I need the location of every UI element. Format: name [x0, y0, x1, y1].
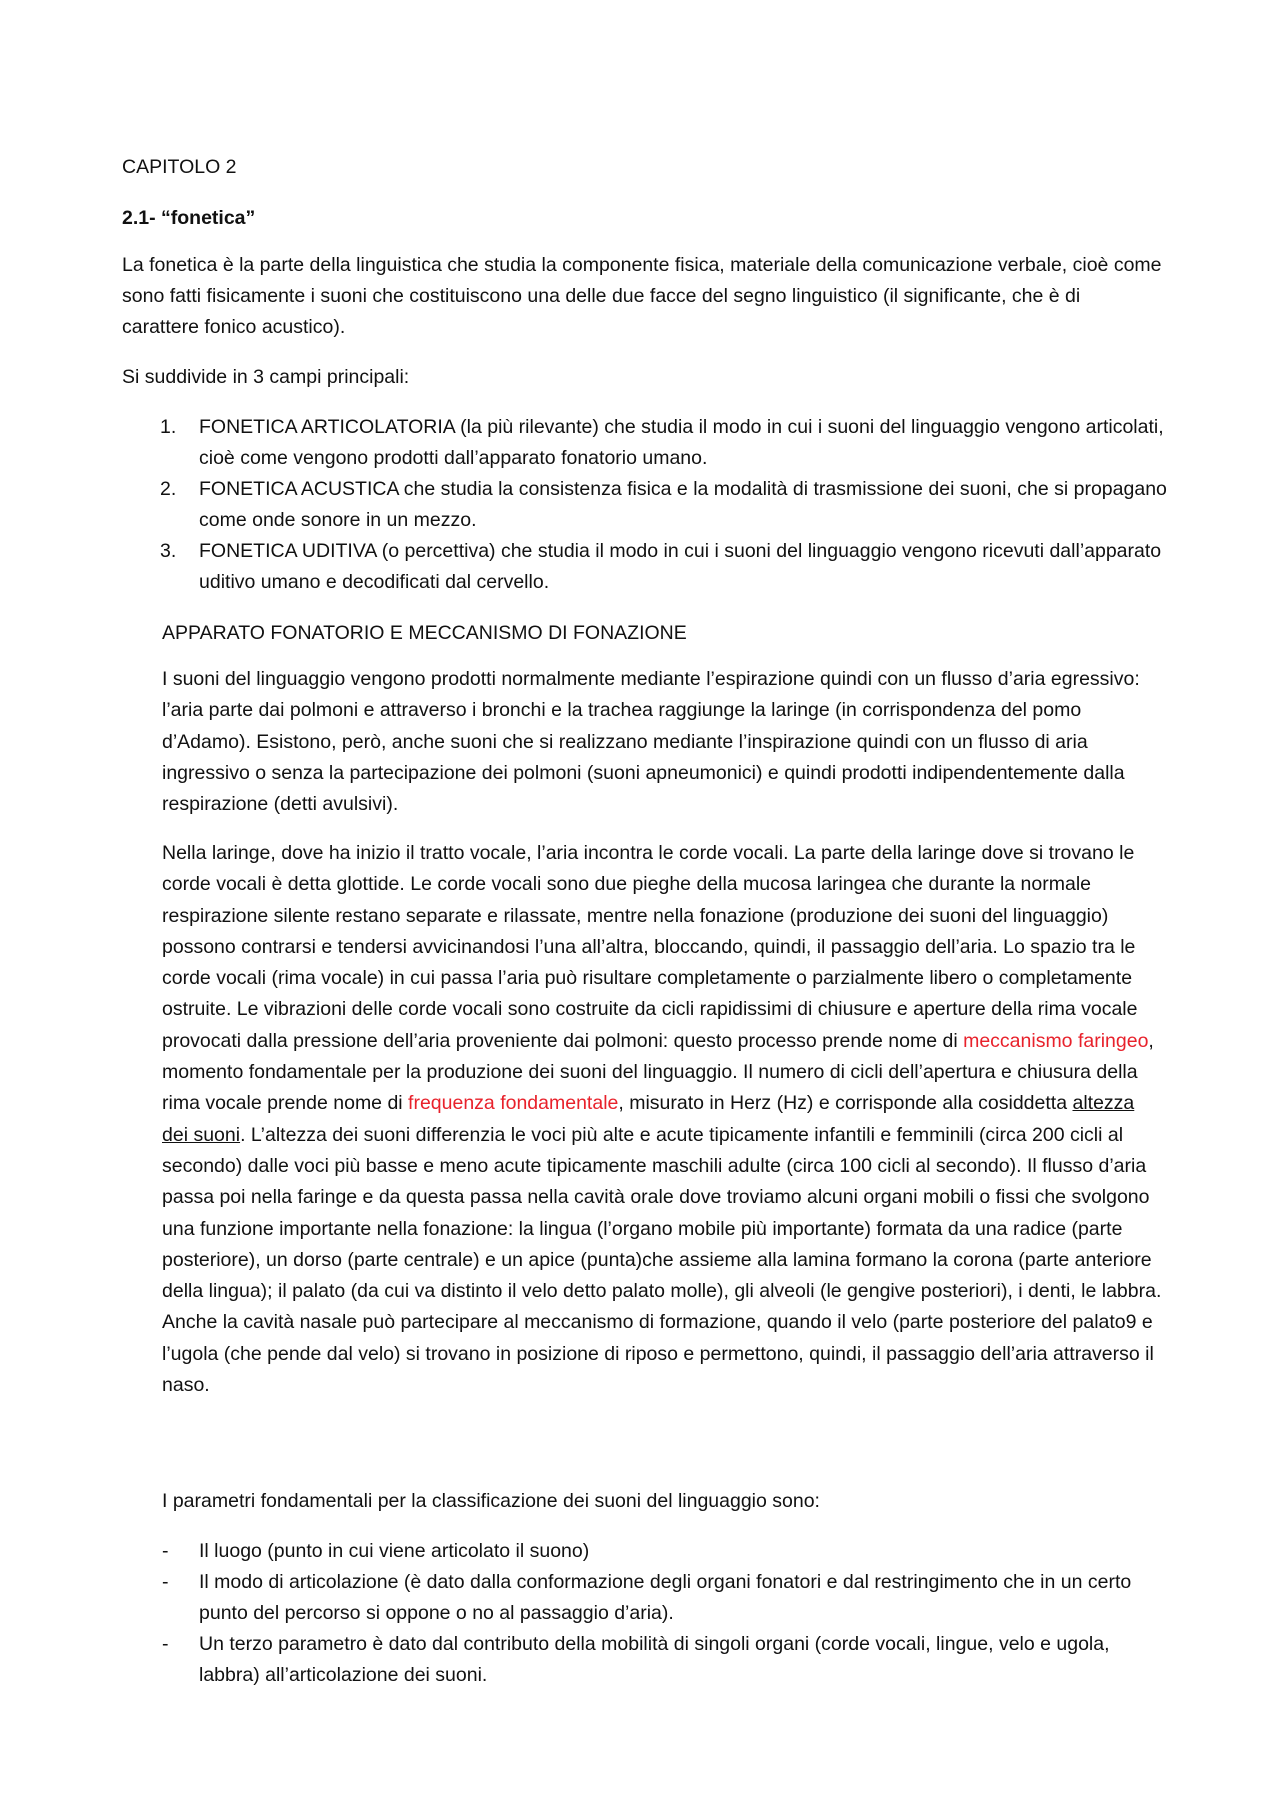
dash-bullet: - [162, 1633, 169, 1655]
text-run: . L’altezza dei suoni differenzia le voci più alte e acute tipicamente infantili e femminili (circa 200 cicli al secondo) dalle voci più basse e meno acute tipicamente maschili adulte (circa 100 cicli al secondo). Il flusso d’aria passa poi nella faringe e da questa passa nella cavità orale dove troviamo alcuni organi mobili o fissi che svolgono una funzione importante nella fonazione: la lingua (l’organo mobile più importante) formata da una radice (parte posteriore), un dorso (parte centrale) e un apice (punta)che assieme alla lamina formano la corona (parte anteriore della lingua); il palato (da cui va distinto il velo detto palato molle), gli alveoli (le gengive posteriori), i denti, le labbra. Anche la cavità nasale può partecipare al meccanismo di formazione, quando il velo (parte posteriore del palato9 e l’ugola (che pende dal velo) si trovano in posizione di riposo e permettono, quindi, il passaggio dell’aria attraverso il naso. [162, 1123, 1162, 1397]
text-run: Nella laringe, dove ha inizio il tratto vocale, l’aria incontra le corde vocali. La parte della laringe dove si trovano le corde vocali è detta glottide. Le corde vocali sono due pieghe della mucosa laringea che durante la normale respirazione silente restano separate e rilassate, mentre nella fonazione (produzione dei suoni del linguaggio) possono contrarsi e tendersi avvicinandosi l’una all’altra, bloccando, quindi, il passaggio dell’aria. Lo spazio tra le corde vocali (rima vocale) in cui passa l’aria può risultare completamente o parzialmente libero o completamente ostruite. Le vibrazioni delle corde vocali sono costruite da cicli rapidissimi di chiusure e aperture della rima vocale provocati dalla pressione dell’aria proveniente dai polmoni: questo processo prende nome di [162, 842, 1138, 1052]
dash-bullet: - [162, 1540, 169, 1562]
list-item-text: Il luogo (punto in cui viene articolato il suono) [199, 1540, 590, 1562]
highlighted-term: meccanismo faringeo [963, 1029, 1149, 1052]
intro-paragraph: La fonetica è la parte della linguistica che studia la componente fisica, materiale della comunicazione verbale, cioè come sono fatti fisicamente i suoni che costituiscono una delle due facce del segno linguistico (il significante, che è di carattere fonico acustico). [122, 254, 1162, 338]
list-number: 2. [160, 478, 177, 500]
list-item-text: FONETICA ARTICOLATORIA (la più rilevante) che studia il modo in cui i suoni del linguaggio vengono articolati, cioè come vengono prodotti dall’apparato fonatorio umano. [199, 416, 1164, 469]
subheading: APPARATO FONATORIO E MECCANISMO DI FONAZIONE [162, 622, 687, 644]
paragraph-larynx [162, 838, 1164, 1401]
text-run: , misurato in Herz (Hz) e corrisponde alla cosiddetta [618, 1092, 1073, 1115]
fields-intro: Si suddivide in 3 campi principali: [122, 366, 410, 388]
list-item [160, 1629, 1170, 1691]
parameters-list [160, 1536, 1170, 1691]
phonetics-fields-list [160, 412, 1170, 598]
list-item [160, 1567, 1170, 1629]
chapter-label: CAPITOLO 2 [122, 156, 237, 178]
underlined-term: altezza dei suoni [162, 1092, 1135, 1146]
list-item [160, 412, 1170, 474]
list-item-text: Un terzo parametro è dato dal contributo della mobilità di singoli organi (corde vocali, lingue, velo e ugola, labbra) all’articolazione dei suoni. [199, 1633, 1110, 1686]
list-item [160, 474, 1170, 536]
highlighted-term: frequenza fondamentale [408, 1092, 619, 1115]
section-title: 2.1- “fonetica” [122, 207, 256, 229]
list-number: 3. [160, 540, 177, 562]
list-item-text: FONETICA ACUSTICA che studia la consistenza fisica e la modalità di trasmissione dei suoni, che si propagano come onde sonore in un mezzo. [199, 478, 1167, 531]
list-item-text: Il modo di articolazione (è dato dalla conformazione degli organi fonatori e dal restringimento che in un certo punto del percorso si oppone o no al passaggio d’aria). [199, 1571, 1132, 1624]
params-intro: I parametri fondamentali per la classificazione dei suoni del linguaggio sono: [162, 1490, 820, 1512]
dash-bullet: - [162, 1571, 169, 1593]
paragraph-breathing: I suoni del linguaggio vengono prodotti normalmente mediante l’espirazione quindi con un flusso d’aria egressivo: l’aria parte dai polmoni e attraverso i bronchi e la trachea raggiunge la laringe (in corrispondenza del pomo d’Adamo). Esistono, però, anche suoni che si realizzano mediante l’inspirazione quindi con un flusso di aria ingressivo o senza la partecipazione dei polmoni (suoni apneumonici) e quindi prodotti indipendentemente dalla respirazione (detti avulsivi). [162, 668, 1140, 816]
list-number: 1. [160, 416, 177, 438]
list-item [160, 1536, 1170, 1567]
list-item-text: FONETICA UDITIVA (o percettiva) che studia il modo in cui i suoni del linguaggio vengono ricevuti dall’apparato uditivo umano e decodificati dal cervello. [199, 540, 1162, 593]
text-run: , momento fondamentale per la produzione dei suoni del linguaggio. Il numero di cicli dell’apertura e chiusura della rima vocale prende nome di [162, 1029, 1154, 1115]
list-item [160, 536, 1170, 598]
